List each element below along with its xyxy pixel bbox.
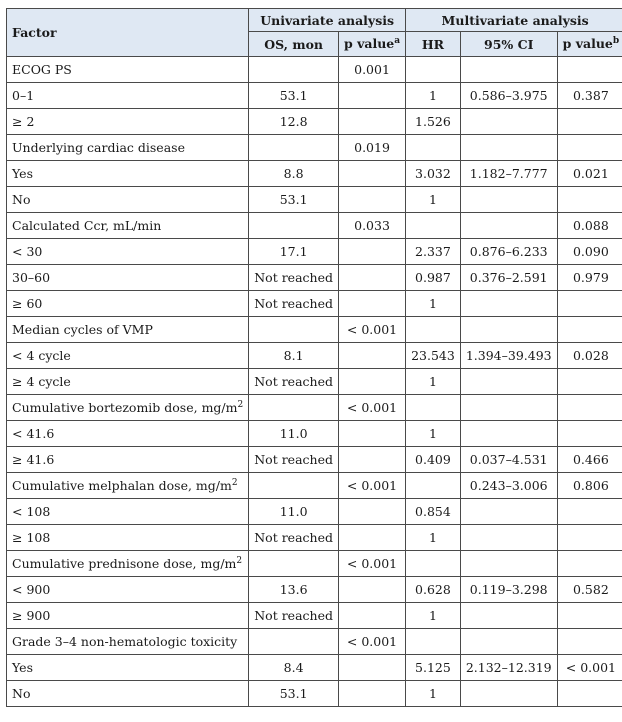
multivariate-p-cell [557,187,622,213]
hr-cell-text: 23.543 [411,348,455,363]
hr-cell [406,421,461,447]
factor-cell-text: ≥ 60 [12,296,43,311]
factor-cell-text: ≥ 900 [12,608,51,623]
ci-cell [460,551,557,577]
univariate-p-cell-text: 0.001 [354,62,390,77]
os-cell [249,369,339,395]
factor-cell [7,343,249,369]
hr-header: HR [406,32,461,57]
univariate-p-cell [338,187,405,213]
os-cell [249,57,339,83]
factor-cell-text: ≥ 41.6 [12,452,55,467]
factor-cell-text: No [12,686,31,701]
factor-cell-text: Calculated Ccr, mL/min [12,218,162,233]
ci-cell [460,629,557,655]
multivariate-p-cell [557,525,622,551]
factor-cell-text: Yes [12,166,33,181]
multivariate-p-cell-text: 0.466 [572,452,609,467]
os-cell-text: 53.1 [279,686,308,701]
hr-cell [406,109,461,135]
factor-cell-text: < 900 [12,582,51,597]
factor-cell-text: Median cycles of VMP [12,322,153,337]
factor-cell [7,161,249,187]
os-cell-text: 17.1 [279,244,308,259]
multivariate-p-cell-text: 0.090 [572,244,609,259]
ci-cell [460,421,557,447]
factor-cell [7,57,249,83]
factor-cell-text: No [12,192,31,207]
os-cell-text: 8.1 [283,348,304,363]
table-header [7,9,622,57]
ci-cell [460,57,557,83]
table-row [7,343,622,369]
os-cell-text: 8.4 [283,660,304,675]
factor-cell-text: ≥ 4 cycle [12,374,71,389]
hr-cell [406,83,461,109]
univariate-p-cell [338,161,405,187]
factor-cell-text: Cumulative bortezomib dose, mg/m [12,400,238,416]
univariate-p-cell-text: < 0.001 [346,634,398,649]
table-row [7,161,622,187]
footnote-a: a [394,36,401,47]
multivariate-p-cell [557,421,622,447]
ci-cell-text: 1.394–39.493 [465,348,552,363]
factor-cell [7,499,249,525]
multivariate-p-cell [557,161,622,187]
os-cell [249,317,339,343]
multivariate-p-cell [557,499,622,525]
factor-cell [7,265,249,291]
univariate-header: Univariate analysis [249,9,406,32]
factor-cell-text: Grade 3–4 non-hematologic toxicity [12,634,238,649]
table-row [7,395,622,421]
hr-cell-text: 1 [428,88,437,103]
univariate-p-cell-text: < 0.001 [346,478,398,493]
factor-cell-text: ≥ 2 [12,114,35,129]
univariate-p-cell [338,239,405,265]
multivariate-p-cell [557,135,622,161]
table-row [7,57,622,83]
os-cell-text: Not reached [254,530,333,545]
ci-cell [460,291,557,317]
ci-cell [460,473,557,499]
univariate-p-cell [338,577,405,603]
multivariate-p-cell [557,577,622,603]
table-row [7,83,622,109]
table-row [7,369,622,395]
ci-cell [460,187,557,213]
ci-cell-text: 1.182–7.777 [469,166,548,181]
hr-cell [406,577,461,603]
os-cell [249,681,339,707]
os-cell [249,239,339,265]
os-cell [249,603,339,629]
univariate-p-cell-text: 0.019 [354,140,390,155]
univariate-p-cell [338,525,405,551]
hr-cell [406,343,461,369]
ci-cell [460,369,557,395]
ci-header: 95% CI [460,32,557,57]
ci-cell-text: 2.132–12.319 [465,660,552,675]
os-cell [249,447,339,473]
univariate-p-cell [338,499,405,525]
multivariate-p-cell [557,473,622,499]
factor-cell-text: ≥ 108 [12,530,51,545]
table-row [7,447,622,473]
factor-header: Factor [7,9,249,57]
os-cell-text: 53.1 [279,192,308,207]
ci-cell [460,135,557,161]
os-header: OS, mon [249,32,339,57]
multivariate-p-cell [557,395,622,421]
hr-cell [406,473,461,499]
hr-cell-text: 3.032 [415,166,451,181]
univariate-p-cell [338,109,405,135]
multivariate-p-header [557,32,622,57]
ci-cell-text: 0.037–4.531 [469,452,548,467]
multivariate-p-cell [557,239,622,265]
os-cell-text: 53.1 [279,88,308,103]
hr-cell-text: 1 [428,374,437,389]
hr-cell [406,161,461,187]
univariate-p-cell [338,83,405,109]
hr-cell [406,317,461,343]
superscript: 2 [236,555,243,566]
ci-cell [460,343,557,369]
factor-cell [7,239,249,265]
factor-cell [7,135,249,161]
multivariate-p-cell-text: 0.806 [572,478,609,493]
factor-cell [7,603,249,629]
hr-cell-text: 1 [428,192,437,207]
os-cell [249,161,339,187]
factor-cell-text: ECOG PS [12,62,72,77]
factor-cell-text: Underlying cardiac disease [12,140,185,155]
factor-cell [7,317,249,343]
os-cell-text: 11.0 [279,426,308,441]
table-row [7,265,622,291]
hr-cell-text: 0.854 [415,504,451,519]
hr-cell-text: 0.409 [415,452,451,467]
hr-cell [406,551,461,577]
multivariate-p-cell [557,109,622,135]
ci-cell-text: 0.243–3.006 [469,478,548,493]
multivariate-p-cell-text: 0.021 [572,166,609,181]
ci-cell [460,161,557,187]
multivariate-p-cell [557,681,622,707]
multivariate-p-cell-text: 0.387 [572,88,609,103]
ci-cell-text: 0.119–3.298 [469,582,548,597]
factor-cell [7,83,249,109]
table-row [7,291,622,317]
ci-cell [460,109,557,135]
factor-cell [7,213,249,239]
table-body [7,57,622,707]
os-cell [249,265,339,291]
table-row [7,655,622,681]
os-cell-text: Not reached [254,296,333,311]
os-cell [249,83,339,109]
multivariate-p-cell [557,629,622,655]
factor-cell-text: < 4 cycle [12,348,71,363]
os-cell [249,213,339,239]
univariate-p-cell-text: 0.033 [354,218,390,233]
factor-cell-text: < 30 [12,244,43,259]
univariate-p-cell [338,551,405,577]
hr-cell-text: 1.526 [415,114,451,129]
table-row [7,135,622,161]
univariate-p-cell [338,291,405,317]
table-row [7,239,622,265]
hr-cell-text: 1 [428,296,437,311]
os-cell-text: 13.6 [279,582,308,597]
ci-cell [460,603,557,629]
table-row [7,213,622,239]
univariate-p-header [338,32,405,57]
os-cell [249,291,339,317]
ci-cell [460,239,557,265]
hr-cell [406,239,461,265]
univariate-p-cell [338,395,405,421]
os-cell-text: Not reached [254,374,333,389]
ci-cell [460,655,557,681]
table-row [7,603,622,629]
multivariate-p-cell [557,317,622,343]
os-cell [249,473,339,499]
univariate-p-cell [338,57,405,83]
os-cell [249,395,339,421]
multivariate-p-cell [557,213,622,239]
univariate-p-cell [338,421,405,447]
ci-cell-text: 0.876–6.233 [469,244,548,259]
os-cell-text: Not reached [254,452,333,467]
hr-cell-text: 0.987 [415,270,451,285]
p-value-label: p value [343,36,395,52]
univariate-p-cell-text: < 0.001 [346,556,398,571]
univariate-p-cell [338,343,405,369]
os-cell [249,187,339,213]
table-row [7,629,622,655]
os-cell [249,421,339,447]
results-table [6,8,622,707]
factor-cell-text: < 108 [12,504,51,519]
factor-cell [7,629,249,655]
hr-cell-text: 5.125 [415,660,451,675]
multivariate-p-cell-text: 0.088 [572,218,609,233]
table-row [7,473,622,499]
table-row [7,421,622,447]
factor-cell [7,395,249,421]
univariate-p-cell [338,603,405,629]
univariate-p-cell [338,655,405,681]
table-row [7,317,622,343]
hr-cell [406,369,461,395]
table-row [7,187,622,213]
factor-cell [7,681,249,707]
ci-cell [460,83,557,109]
multivariate-p-cell [557,447,622,473]
factor-cell [7,447,249,473]
univariate-p-cell [338,369,405,395]
multivariate-p-cell [557,655,622,681]
os-cell [249,551,339,577]
multivariate-header: Multivariate analysis [406,9,622,32]
hr-cell [406,681,461,707]
univariate-p-cell [338,213,405,239]
os-cell [249,577,339,603]
factor-cell-text: Yes [12,660,33,675]
factor-cell-text: < 41.6 [12,426,55,441]
univariate-p-cell [338,681,405,707]
multivariate-p-cell-text: 0.028 [572,348,609,363]
hr-cell-text: 1 [428,686,437,701]
factor-cell-text: 30–60 [12,270,51,285]
factor-cell [7,655,249,681]
ci-cell-text: 0.376–2.591 [469,270,548,285]
factor-cell-text: Cumulative prednisone dose, mg/m [12,556,237,572]
table-row [7,525,622,551]
multivariate-p-cell-text: 0.979 [572,270,609,285]
hr-cell [406,499,461,525]
hr-cell-text: 2.337 [415,244,451,259]
hr-cell [406,57,461,83]
hr-cell-text: 1 [428,530,437,545]
ci-cell [460,213,557,239]
hr-cell [406,525,461,551]
univariate-p-cell [338,629,405,655]
table-row [7,681,622,707]
p-value-label: p value [562,36,613,52]
ci-cell [460,265,557,291]
hr-cell [406,447,461,473]
os-cell-text: Not reached [254,608,333,623]
hr-cell [406,135,461,161]
ci-cell [460,577,557,603]
multivariate-p-cell [557,83,622,109]
multivariate-p-cell [557,265,622,291]
hr-cell [406,395,461,421]
os-cell [249,629,339,655]
footnote-b: b [612,36,620,47]
multivariate-p-cell-text: < 0.001 [565,660,616,675]
ci-cell-text: 0.586–3.975 [469,88,548,103]
os-cell [249,655,339,681]
univariate-p-cell [338,473,405,499]
factor-cell [7,109,249,135]
factor-cell [7,525,249,551]
multivariate-p-cell [557,551,622,577]
factor-cell-text: Cumulative melphalan dose, mg/m [12,478,232,494]
ci-cell [460,499,557,525]
univariate-p-cell [338,265,405,291]
factor-cell [7,551,249,577]
hr-cell [406,187,461,213]
hr-cell [406,629,461,655]
os-cell [249,135,339,161]
factor-cell [7,187,249,213]
ci-cell [460,525,557,551]
multivariate-p-cell [557,603,622,629]
factor-cell [7,577,249,603]
factor-cell-text: 0–1 [12,88,35,103]
hr-cell-text: 1 [428,426,437,441]
univariate-p-cell [338,135,405,161]
os-cell-text: 11.0 [279,504,308,519]
ci-cell [460,317,557,343]
os-cell [249,343,339,369]
superscript: 2 [237,399,244,410]
table-row [7,499,622,525]
multivariate-p-cell [557,343,622,369]
ci-cell [460,681,557,707]
univariate-p-cell-text: < 0.001 [346,400,398,415]
ci-cell [460,395,557,421]
multivariate-p-cell [557,369,622,395]
superscript: 2 [231,477,238,488]
factor-cell [7,421,249,447]
os-cell [249,525,339,551]
multivariate-p-cell-text: 0.582 [572,582,609,597]
univariate-p-cell [338,317,405,343]
univariate-p-cell-text: < 0.001 [346,322,398,337]
hr-cell [406,265,461,291]
ci-cell [460,447,557,473]
os-cell [249,499,339,525]
os-cell-text: 8.8 [283,166,304,181]
os-cell-text: 12.8 [279,114,308,129]
hr-cell [406,291,461,317]
table-row [7,551,622,577]
os-cell-text: Not reached [254,270,333,285]
multivariate-p-cell [557,57,622,83]
hr-cell-text: 0.628 [415,582,451,597]
hr-cell-text: 1 [428,608,437,623]
multivariate-p-cell [557,291,622,317]
table-row [7,577,622,603]
factor-cell [7,369,249,395]
univariate-p-cell [338,447,405,473]
factor-cell [7,473,249,499]
factor-cell [7,291,249,317]
os-cell [249,109,339,135]
hr-cell [406,655,461,681]
table-row [7,109,622,135]
hr-cell [406,603,461,629]
hr-cell [406,213,461,239]
